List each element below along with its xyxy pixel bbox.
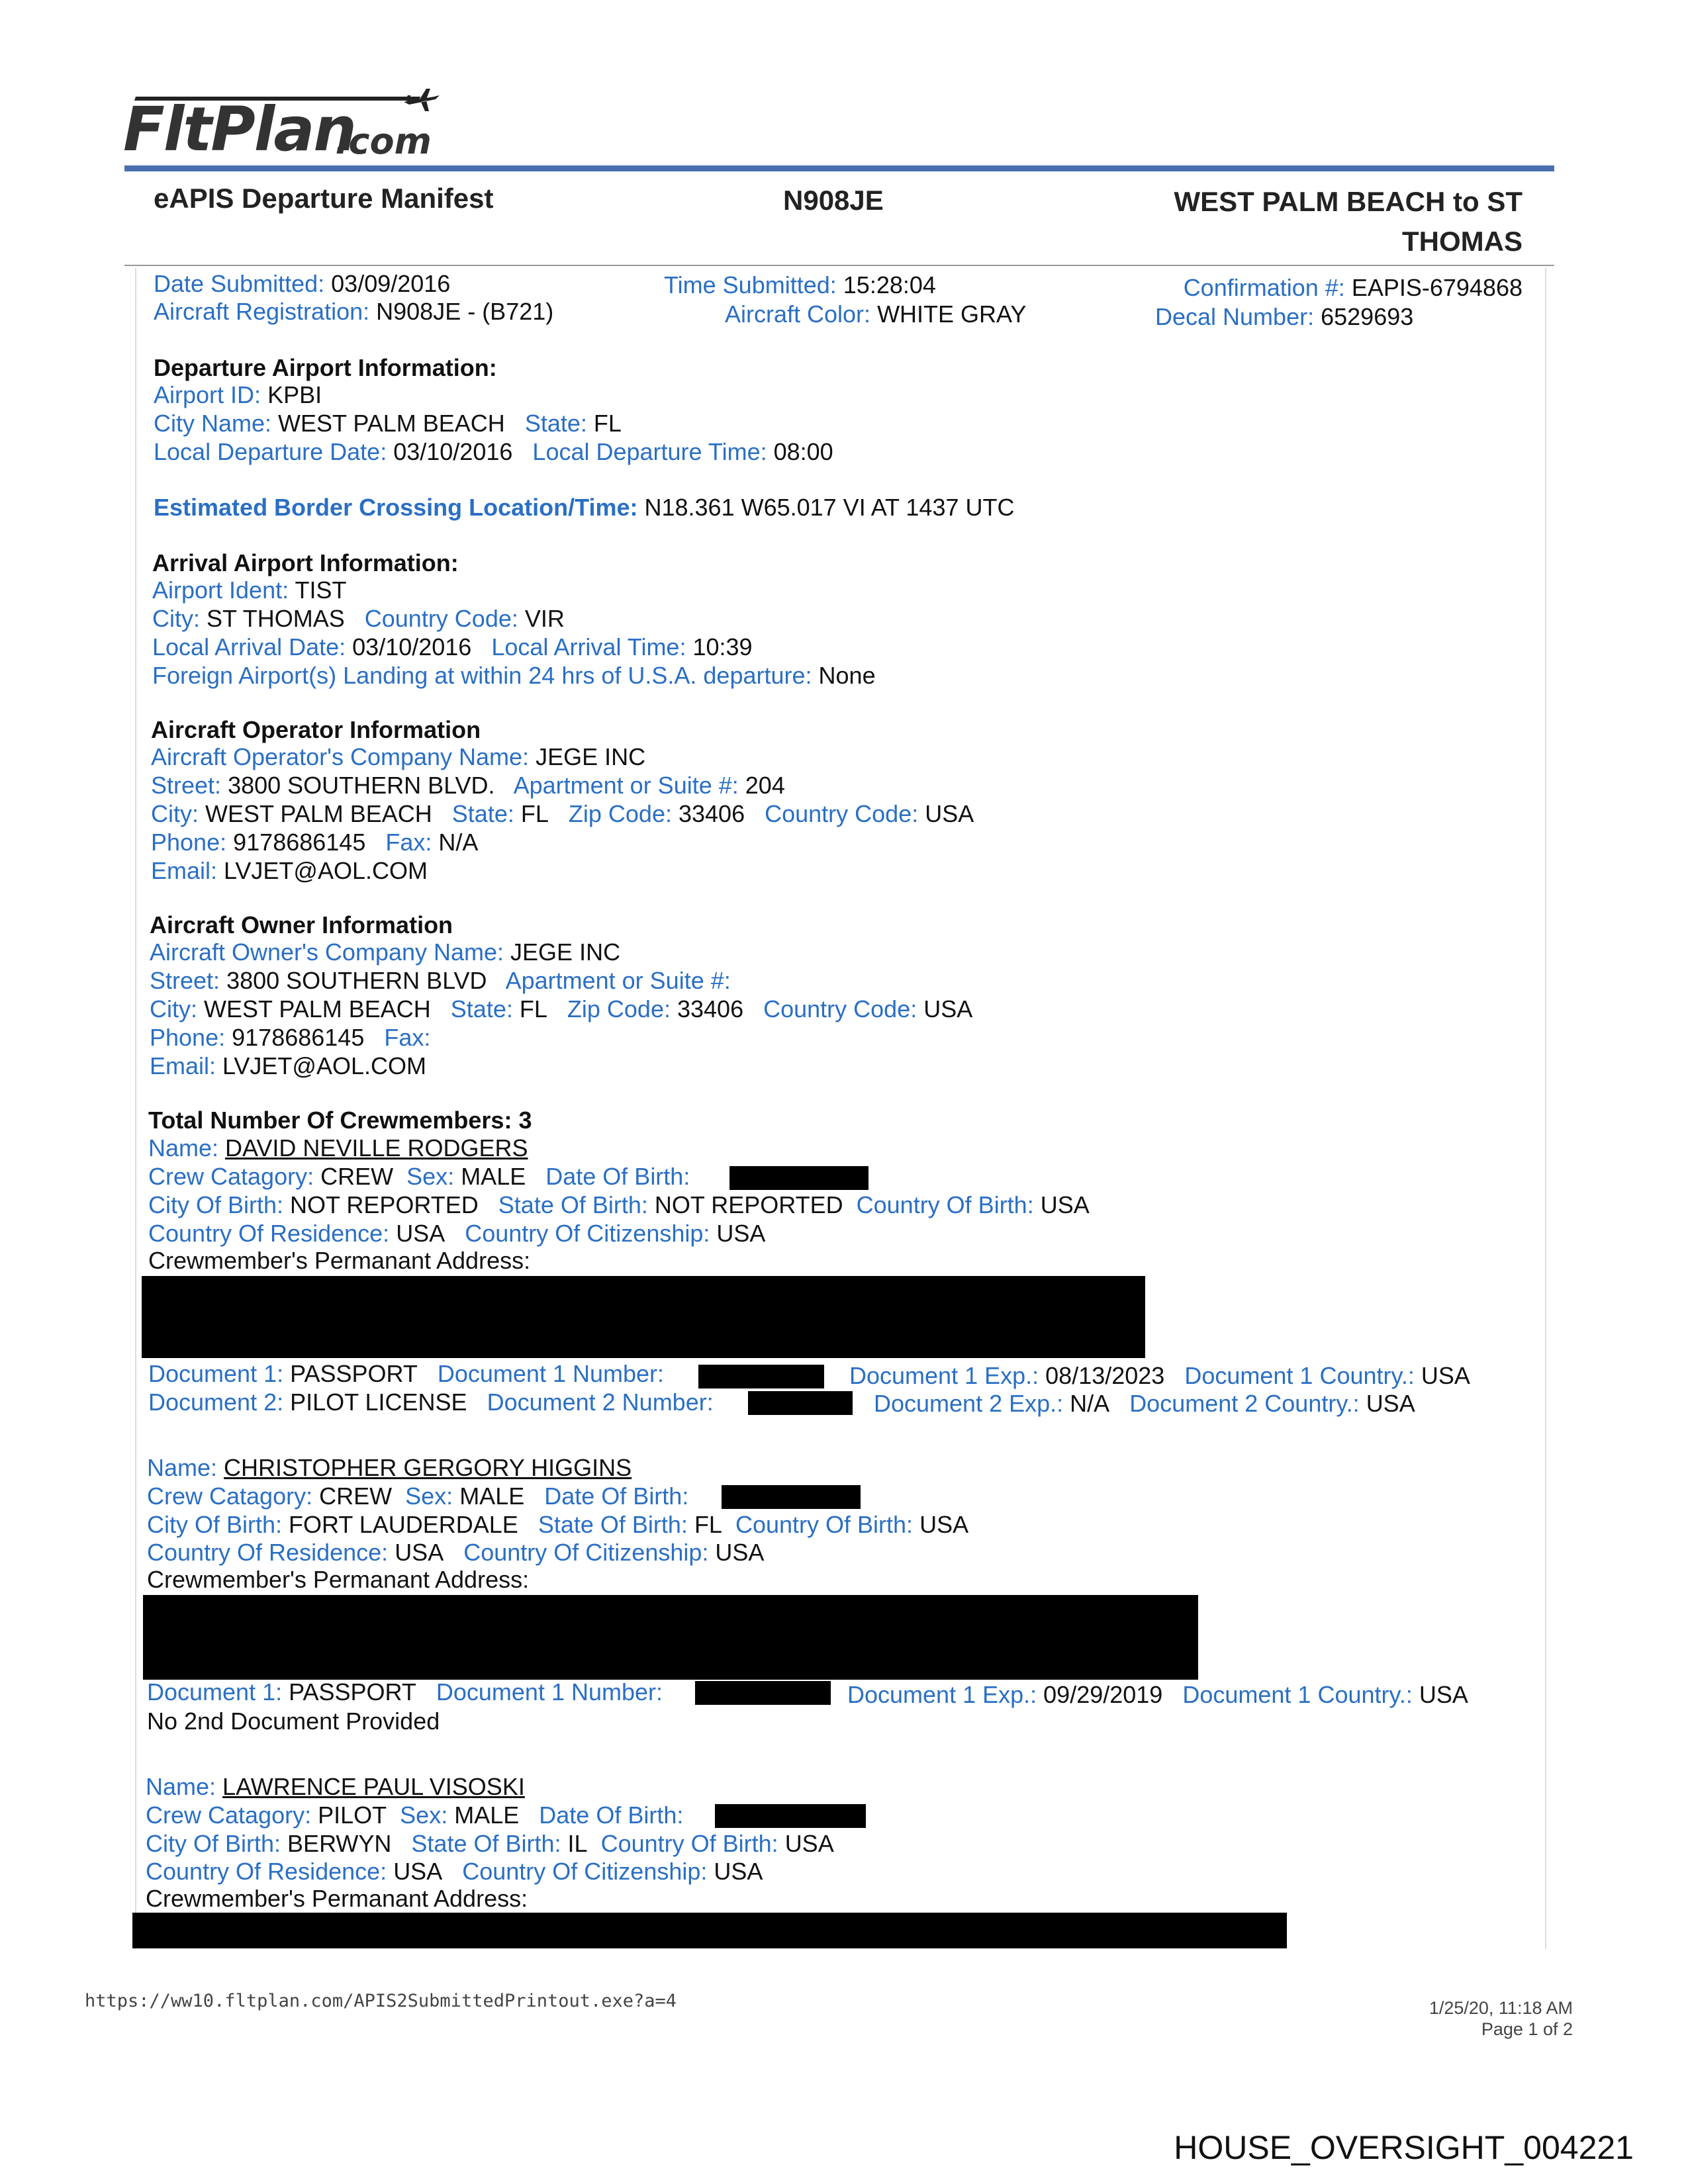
foreign-airport-landing: Foreign Airport(s) Landing at within 24 hrs of U.S.A. departure: None bbox=[152, 662, 876, 689]
divider-rule bbox=[124, 265, 1554, 266]
crew-2-document-1: Document 1: PASSPORT Document 1 Number: bbox=[147, 1678, 663, 1706]
redaction-crew-1-doc1-number bbox=[698, 1365, 824, 1388]
page-title: eAPIS Departure Manifest bbox=[154, 183, 494, 214]
redaction-crew-3-dob bbox=[715, 1804, 866, 1828]
tail-number: N908JE bbox=[783, 185, 884, 216]
operator-company: Aircraft Operator's Company Name: JEGE INC bbox=[151, 743, 646, 770]
arrival-heading: Arrival Airport Information: bbox=[152, 549, 459, 576]
redaction-crew-2-doc1-number bbox=[695, 1681, 831, 1705]
redaction-crew-1-address bbox=[142, 1276, 1145, 1358]
operator-city: City: WEST PALM BEACH State: FL Zip Code: 33406 Country Code: USA bbox=[151, 800, 974, 827]
operator-phone: Phone: 9178686145 Fax: N/A bbox=[151, 829, 479, 856]
crew-2-birth: City Of Birth: FORT LAUDERDALE State Of Birth: FL Country Of Birth: USA bbox=[147, 1511, 969, 1538]
crew-3-name: Name: LAWRENCE PAUL VISOSKI bbox=[146, 1773, 525, 1800]
crew-1-document-2-exp: Document 2 Exp.: N/A Document 2 Country.: USA bbox=[874, 1390, 1415, 1417]
operator-heading: Aircraft Operator Information bbox=[151, 716, 481, 743]
crew-total: Total Number Of Crewmembers: 3 bbox=[148, 1107, 532, 1134]
time-submitted: Time Submitted: 15:28:04 bbox=[664, 271, 936, 298]
redaction-crew-2-address bbox=[143, 1595, 1198, 1680]
departure-city: City Name: WEST PALM BEACH State: FL bbox=[154, 410, 622, 437]
redaction-crew-3-address bbox=[132, 1913, 1287, 1948]
route-line-1: WEST PALM BEACH to ST bbox=[1174, 186, 1523, 217]
crew-2-no-second-document: No 2nd Document Provided bbox=[147, 1707, 440, 1735]
route-line-2: THOMAS bbox=[1402, 226, 1523, 257]
crew-1-document-1: Document 1: PASSPORT Document 1 Number: bbox=[148, 1360, 665, 1387]
departure-airport-id: Airport ID: KPBI bbox=[154, 381, 322, 408]
decal-number: Decal Number: 6529693 bbox=[1155, 303, 1414, 330]
redaction-crew-1-dob bbox=[729, 1166, 868, 1190]
date-submitted: Date Submitted: 03/09/2016 bbox=[154, 270, 451, 297]
crew-2-residence: Country Of Residence: USA Country Of Citizenship: USA bbox=[147, 1539, 765, 1566]
owner-company: Aircraft Owner's Company Name: JEGE INC bbox=[150, 938, 621, 966]
fltplan-logo bbox=[123, 86, 441, 165]
crew-2-address-label: Crewmember's Permanant Address: bbox=[147, 1566, 530, 1593]
crew-1-category: Crew Catagory: CREW Sex: MALE Date Of Birth: bbox=[148, 1163, 690, 1190]
owner-city: City: WEST PALM BEACH State: FL Zip Code: 33406 Country Code: USA bbox=[150, 995, 973, 1023]
crew-2-category: Crew Catagory: CREW Sex: MALE Date Of Birth: bbox=[147, 1482, 689, 1510]
crew-1-document-2: Document 2: PILOT LICENSE Document 2 Number: bbox=[148, 1388, 714, 1416]
operator-street: Street: 3800 SOUTHERN BLVD. Apartment or Suite #: 204 bbox=[151, 772, 785, 799]
airplane-icon bbox=[401, 86, 441, 113]
crew-1-residence: Country Of Residence: USA Country Of Citizenship: USA bbox=[148, 1220, 766, 1247]
crew-3-residence: Country Of Residence: USA Country Of Citizenship: USA bbox=[146, 1858, 763, 1885]
crew-1-birth: City Of Birth: NOT REPORTED State Of Birth: NOT REPORTED Country Of Birth: USA bbox=[148, 1191, 1090, 1218]
owner-phone: Phone: 9178686145 Fax: bbox=[150, 1024, 431, 1051]
crew-1-name: Name: DAVID NEVILLE RODGERS bbox=[148, 1134, 528, 1161]
footer-url: https://ww10.fltplan.com/APIS2SubmittedPrintout.exe?a=4 bbox=[85, 1991, 677, 2011]
crew-1-address-label: Crewmember's Permanant Address: bbox=[148, 1247, 531, 1274]
logo-main-text: FltPlan bbox=[123, 94, 355, 165]
confirmation-number: Confirmation #: EAPIS-6794868 bbox=[1183, 274, 1523, 301]
arrival-city: City: ST THOMAS Country Code: VIR bbox=[152, 605, 565, 632]
crew-2-document-1-exp: Document 1 Exp.: 09/29/2019 Document 1 Country.: USA bbox=[847, 1681, 1468, 1708]
owner-heading: Aircraft Owner Information bbox=[150, 911, 453, 938]
redaction-crew-2-dob bbox=[722, 1485, 861, 1509]
redaction-crew-1-doc2-number bbox=[748, 1391, 853, 1415]
owner-email: Email: LVJET@AOL.COM bbox=[150, 1052, 426, 1079]
frame-left bbox=[135, 268, 136, 1949]
operator-email: Email: LVJET@AOL.COM bbox=[151, 857, 428, 884]
crew-2-name: Name: CHRISTOPHER GERGORY HIGGINS bbox=[147, 1454, 632, 1481]
bates-number: HOUSE_OVERSIGHT_004221 bbox=[1174, 2129, 1634, 2166]
frame-right bbox=[1545, 268, 1546, 1949]
arrival-datetime: Local Arrival Date: 03/10/2016 Local Arrival Time: 10:39 bbox=[152, 633, 753, 660]
departure-heading: Departure Airport Information: bbox=[154, 354, 497, 381]
border-crossing: Estimated Border Crossing Location/Time: N18.361 W65.017 VI AT 1437 UTC bbox=[154, 494, 1015, 521]
crew-3-birth: City Of Birth: BERWYN State Of Birth: IL Country Of Birth: USA bbox=[146, 1830, 834, 1857]
footer-datetime: 1/25/20, 11:18 AM bbox=[1429, 1998, 1573, 2018]
arrival-airport-ident: Airport Ident: TIST bbox=[152, 576, 347, 604]
crew-1-document-1-exp: Document 1 Exp.: 08/13/2023 Document 1 Country.: USA bbox=[849, 1362, 1470, 1389]
departure-datetime: Local Departure Date: 03/10/2016 Local Departure Time: 08:00 bbox=[154, 438, 833, 465]
aircraft-color: Aircraft Color: WHITE GRAY bbox=[725, 300, 1027, 328]
header-rule bbox=[124, 165, 1554, 171]
aircraft-registration: Aircraft Registration: N908JE - (B721) bbox=[154, 298, 554, 325]
footer-page-number: Page 1 of 2 bbox=[1481, 2019, 1573, 2039]
crew-3-address-label: Crewmember's Permanant Address: bbox=[146, 1885, 528, 1912]
owner-street: Street: 3800 SOUTHERN BLVD Apartment or Suite #: bbox=[150, 967, 731, 994]
logo-suffix-text: .com bbox=[335, 120, 432, 162]
crew-3-category: Crew Catagory: PILOT Sex: MALE Date Of Birth: bbox=[146, 1801, 684, 1829]
